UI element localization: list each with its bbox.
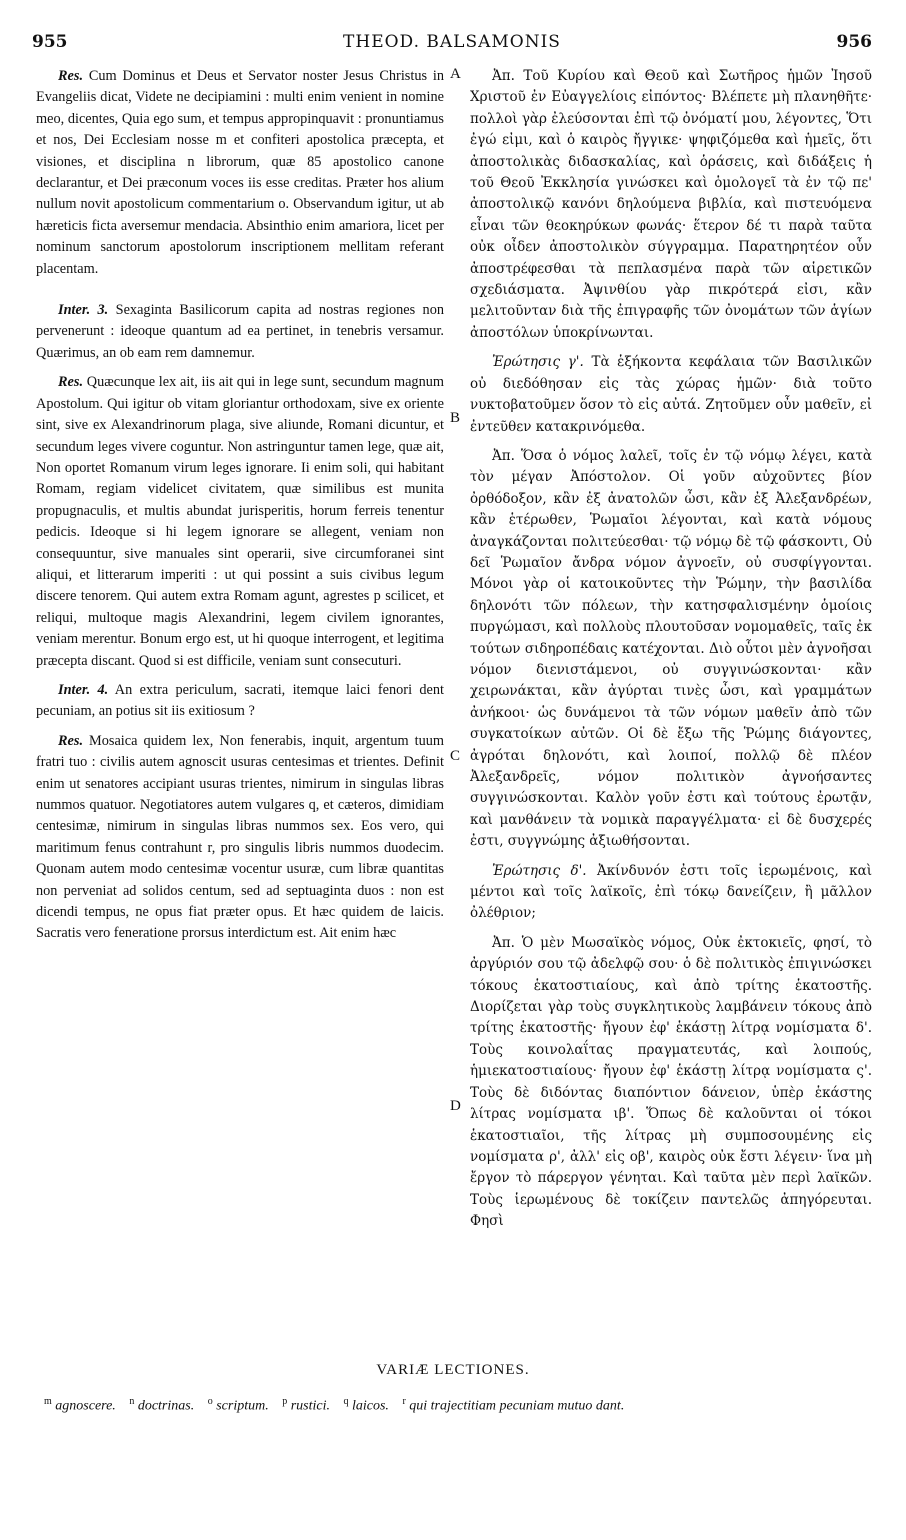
paragraph-label: Res. bbox=[58, 374, 84, 391]
margin-marker-a: A bbox=[450, 66, 461, 82]
greek-paragraph bbox=[470, 446, 872, 853]
paragraph-label: Ἐρώτησις γ'. bbox=[492, 354, 584, 371]
note-key: m bbox=[44, 1396, 52, 1407]
paragraph-label: Ἐρώτησις δ'. bbox=[492, 862, 587, 879]
latin-paragraph bbox=[36, 372, 444, 672]
greek-column bbox=[470, 66, 872, 1233]
latin-paragraph bbox=[36, 66, 444, 280]
latin-paragraph bbox=[36, 300, 444, 364]
page-number-left: 955 bbox=[32, 32, 68, 52]
note-key: o bbox=[207, 1396, 213, 1407]
paragraph-text: Τὰ ἑξήκοντα κεφάλαια τῶν Βασιλικῶν οὐ διεδόθησαν εἰς τὰς χώρας ἡμῶν· διὰ τοῦτο νυκτοβατοῦμεν ὅσον τὸ εἰς αὐτά. Ζητοῦμεν οὖν μαθεῖν, εἰ ἐντεῦθεν κατακρινόμεθα. bbox=[470, 354, 873, 435]
note-text: doctrinas. bbox=[137, 1398, 195, 1414]
margin-marker-c: C bbox=[450, 748, 461, 764]
note-text: agnoscere. bbox=[55, 1398, 116, 1414]
margin-marker-b: B bbox=[450, 410, 461, 426]
page-number-right: 956 bbox=[836, 32, 872, 52]
paragraph-label: Res. bbox=[58, 68, 84, 84]
paragraph-text: Mosaica quidem lex, Non fenerabis, inquit, argentum tuum fratri tuo : civilis autem agnoscit usuras centesimas et trientes. Definit enim ut senatores accipiant usuras trientes, nimirum in singulas libras nummos quatuor. Negotiatores autem vulgares q, et cæteros, dimidiam centesimæ, nimirum in singulas libras nummos sex. Eos vero, qui maritimum fenus contrahunt r, pro singulis libris nummos duodecim. Quonam autem modo centesimæ vocentur usuræ, cum libræ quantitas non perveniat ad solidos centum, sed ad septuaginta duos : non est dicendi tempus, ne opus fiat præter opus. Et hæc quidem de laicis. Sacratis vero feneratione prorsus interdictum est. Ait enim hæc bbox=[36, 732, 444, 942]
variae-lectiones-heading: VARIÆ LECTIONES. bbox=[376, 1362, 530, 1378]
note-key: q bbox=[343, 1396, 349, 1407]
paragraph-text: Sexaginta Basilicorum capita ad nostras regiones non pervenerunt : ideoque quantum ad ea pertinet, in tenebris versamur. Quærimus, an ob eam rem damnemur. bbox=[36, 302, 445, 361]
note-text: laicos. bbox=[351, 1398, 389, 1414]
greek-paragraph bbox=[470, 861, 872, 925]
paragraph-text: Ἀκίνδυνόν ἐστι τοῖς ἱερωμένοις, καὶ μέντοι καὶ τοῖς λαϊκοῖς, ἐπὶ τόκῳ δανείζειν, ἢ μᾶλλον ὀλέθριον; bbox=[470, 862, 872, 922]
greek-paragraph bbox=[470, 352, 872, 438]
paragraph-text: Τοῦ Κυρίου καὶ Θεοῦ καὶ Σωτῆρος ἡμῶν Ἰησοῦ Χριστοῦ ἐν Εὐαγγελίοις εἰπόντος· Βλέπετε μὴ πλανηθῆτε· πολλοὶ γὰρ ἐλεύσονται ἐπὶ τῷ ὀνόματί μου, λέγοντες, Ὅτι ἐγώ εἰμι, καὶ ὁ καιρὸς ἤγγικε· ψηφιζόμεθα καὶ ἡμεῖς, ὅτι ἀποστολικὰς διδασκαλίας, καὶ ὁράσεις, καὶ διδάξεις ἡ τοῦ Θεοῦ Ἐκκλησία γινώσκει καὶ ὁμολογεῖ τὰ ἐν τῷ πε' ἀποστολικῷ κανόνι δηλούμενα βιβλία, καὶ πιστευόμενα εἶναι τῶν θεοκηρύκων φωνάς· ἕτερον δέ τι παρὰ ταῦτα οὐκ οἶδεν ἀποστολικὸν σύγγραμμα. Παρατηρητέον οὖν ἀποστρέφεσθαι τὰ πεπλασμένα παρὰ τῶν αἱρετικῶν σχεδιάσματα. Ἀψινθίου γὰρ πικρότερά εἰσι, κἂν μελιτοῦνταν διὰ τῆς ἐπιγραφῆς τῶν ὀνομάτων τῶν ἁγίων ἀποστόλων ὑποκρίνωνται. bbox=[470, 68, 872, 341]
paragraph-text: An extra periculum, sacrati, itemque laici fenori dent pecuniam, an potius sit iis exitiosum ? bbox=[36, 681, 444, 720]
paragraph-text: Ὅσα ὁ νόμος λαλεῖ, τοῖς ἐν τῷ νόμῳ λέγει, κατὰ τὸν μέγαν Ἀπόστολον. Οἱ γοῦν αὐχοῦντες βίον ὀρθόδοξον, κἂν ἐξ ἀνατολῶν ὦσι, κἂν ἐξ Ἀλεξανδρέων, κἂν ἑτέρωθεν, Ῥωμαῖοι λέγονται, καὶ κατὰ νόμους ἀναγκάζονται πολιτεύεσθαι· τῷ νόμῳ δὲ τῷ φάσκοντι, Οὐ δεῖ Ῥωμαῖον ἄνδρα νόμον ἀγνοεῖν, οὐ συσφίγγονται. Μόνοι γὰρ οἱ κατοικοῦντες τὴν Ῥώμην, τὴν βασιλίδα δηλονότι τῶν πόλεων, τὴν κατησφαλισμένην ὁμοίοις πυργώμασι, καὶ πολλοὺς πλουτοῦσαν νομομαθεῖς, ταῖς ἐκ τούτων σιδηροπέδαις κατέχονται. Διὸ οὗτοι μὲν ἀγνοῆσαι νόμον διενιστάμενοι, οὐ συγγινώσκονται· κἂν χειρωνάκται, κἂν ἀγύρται τινὲς ὦσι, καὶ γραμμάτων ἀνήκοοι· ὡς δυνάμενοι τὰ τῶν νόμων μαθεῖν ἀπὸ τῶν συγκατοίκων αὐτῶν. Οἱ δὲ ἔξω τῆς Ῥώμης διάγοντες, ἀγρόται δηλονότι, καὶ λοιποί, πολλῷ δὲ πλέον Ἀλεξανδρεῖς, νόμον πολιτικὸν ἀγνοήσαντες συγγινώσκονται. Καλὸν γοῦν ἐστι καὶ τούτους ἐρωτᾷν, καὶ μανθάνειν τὰ νομικὰ παραγγέλματα· εἰ δὲ δυσχερές ἐστι, συγγνώμης ἀξιωθήσονται. bbox=[470, 447, 872, 850]
margin-marker-d: D bbox=[450, 1098, 461, 1114]
note-key: p bbox=[282, 1396, 288, 1407]
latin-paragraph bbox=[36, 731, 444, 945]
latin-column bbox=[36, 66, 444, 945]
paragraph-text: Ὁ μὲν Μωσαϊκὸς νόμος, Οὐκ ἐκτοκιεῖς, φησί, τὸ ἀργύριόν σου τῷ ἀδελφῷ σου· ὁ δὲ πολιτικὸς ἐπιγινώσκει τόκους ἑκατοστιαίους, καὶ ἀπὸ τρίτης ἑκατοστῆς. Διορίζεται γὰρ τοὺς συγκλητικοὺς λαμβάνειν τόκους ἀπὸ τρίτης ἑκατοστῆς· ἤγουν ἐφ' ἑκάστῃ λίτρᾳ νομίσματα δ'. Τοὺς κοινολαΐτας πραγματευτάς, καὶ λοιπούς, ἡμιεκατοστιαίους· ἤγουν ἐφ' ἑκάστῃ λίτρᾳ νομίσματα ς'. Τοὺς δὲ διδόντας διαπόντιον δάνειον, ὑπὲρ ἑκάστης λίτρας νομίσματα ιβ'. Ὅπως δὲ καλοῦνται οἱ τόκοι ἑκατοστιαῖοι, τῆς λίτρας μὴ συμποσουμένης εἰς νομίσματα ρ', ἀλλ' εἰς οβ', καιρὸς οὐκ ἔστι λέγειν· ἵνα μὴ ἔργον τὸ πάρεργον γένηται. Καὶ ταῦτα μὲν περὶ λαϊκῶν. Τοὺς ἱερωμένους δὲ τοκίζειν παντελῶς ἀπηγόρευται. Φησὶ bbox=[470, 934, 872, 1230]
paragraph-text: Cum Dominus et Deus et Servator noster Jesus Christus in Evangeliis dicat, Videte ne decipiamini : multi enim venient in nomine meo, dicentes, Quia ego sum, et tempus appropinquavit : pronuntiamus et nos, Dei Ecclesiam nosse m et confiteri apostolica præcepta, et visiones, et disciplina n librorum, quæ 85 apostolico canone declarantur, et Dei præconum voces iis esse creditas. Præter hos alium nullum novit apostolicum commentarium o. Observandum igitur, ut ab hæreticis ficta aversemur mendacia. Absinthio enim amariora, licet per nominum sanctorum apostolorum inscriptionem mellitam referant placentam. bbox=[36, 68, 444, 277]
running-title: THEOD. BALSAMONIS bbox=[343, 32, 561, 52]
note-text: scriptum. bbox=[216, 1398, 269, 1414]
note-text: qui trajectitiam pecuniam mutuo dant. bbox=[409, 1398, 625, 1414]
latin-paragraph bbox=[36, 680, 444, 723]
note-key: r bbox=[402, 1396, 406, 1407]
greek-paragraph bbox=[470, 933, 872, 1233]
paragraph-label: Inter. 3. bbox=[58, 302, 109, 319]
paragraph-text: Quæcunque lex ait, iis ait qui in lege sunt, secundum magnum Apostolum. Qui igitur ob vitam gloriantur orthodoxam, sive ex oriente sint, sive ex Alexandrinorum plaga, sive aliunde, Romani dicuntur, et secundum leges vivere coguntur. Non astringuntur tamen lege, quæ ait, Non oportet Romanum virum leges ignorare. Ii enim soli, qui habitant Romam, regiam videlicet civitatem, quæ similibus est munita propugnaculis, et multis abundat jurisperitis, horum ferreis tenentur pedicis. Ideoque si hi legem ignorare se allegent, veniam non consequuntur, sive manuales sint operarii, sive circumforanei sint aliqui, et litterarum imperiti : ut qui possint a suis civibus legum discere tenorem. Qui autem extra Romam agunt, agrestes p scilicet, et reliqui, multoque magis Alexandrini, legem civilem ignorantes, veniam merentur. Bonum ergo est, ut hi quoque interrogent, et legitima præcepta discant. Quod si est difficile, veniam sunt consecuturi. bbox=[36, 374, 445, 669]
greek-paragraph bbox=[470, 66, 872, 344]
paragraph-label: Ἀπ. bbox=[492, 447, 515, 464]
variae-lectiones-notes bbox=[44, 1392, 874, 1416]
note-key: n bbox=[129, 1396, 135, 1407]
paragraph-label: Res. bbox=[58, 732, 84, 749]
paragraph-label: Ἀπ. bbox=[492, 934, 515, 951]
paragraph-label: Ἀπ. bbox=[492, 68, 515, 84]
note-text: rustici. bbox=[290, 1398, 330, 1414]
page-header bbox=[32, 32, 872, 58]
paragraph-label: Inter. 4. bbox=[58, 681, 109, 698]
